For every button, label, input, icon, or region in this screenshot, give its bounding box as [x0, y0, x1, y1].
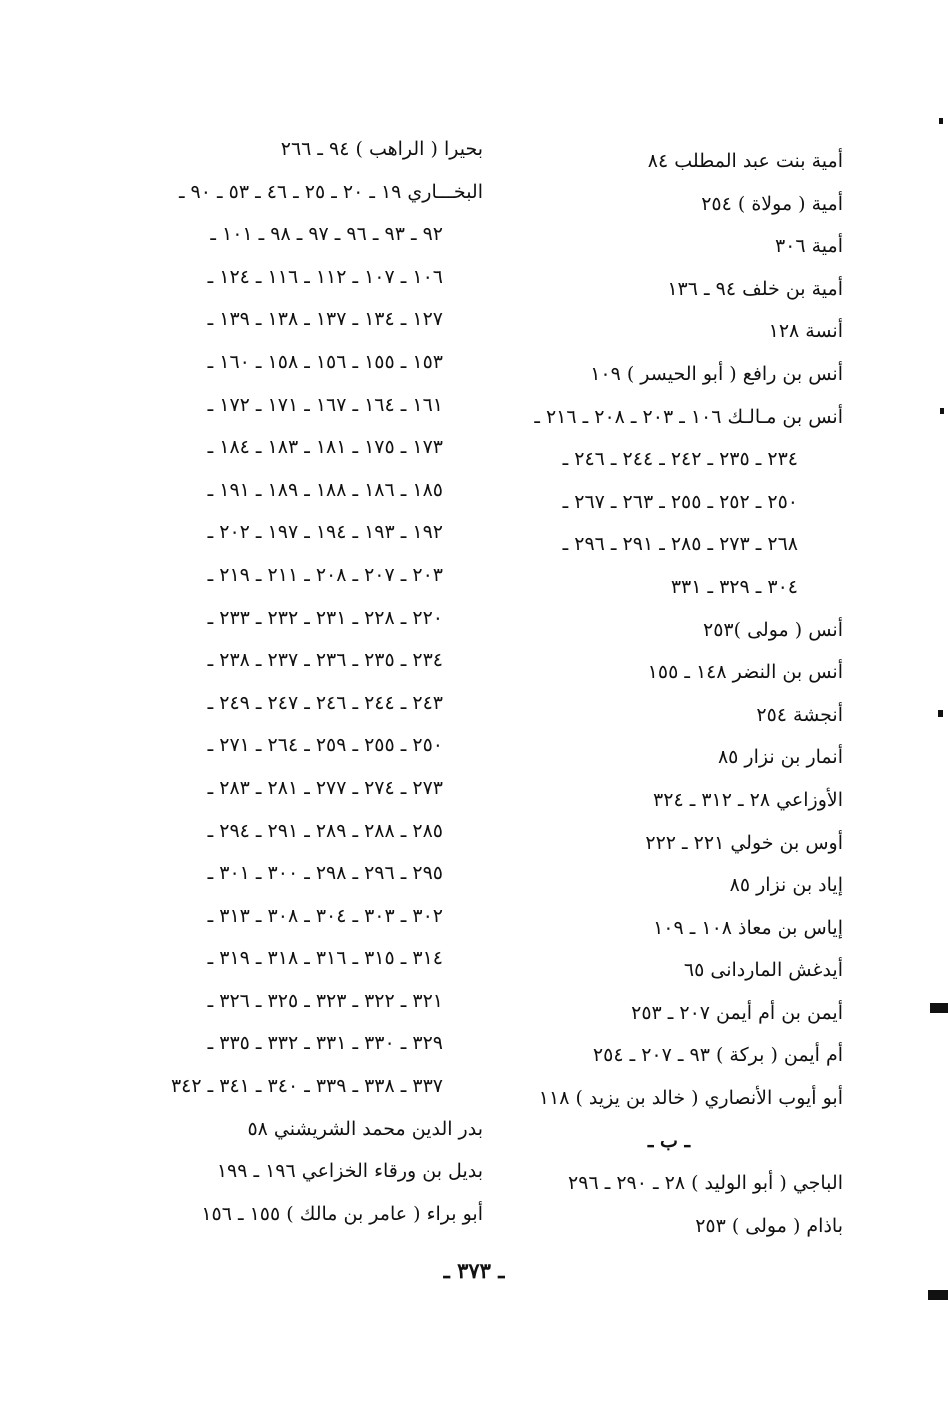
- index-entry: ١٦١ ـ ١٦٤ ـ ١٦٧ ـ ١٧١ ـ ١٧٢ ـ: [207, 393, 443, 416]
- margin-mark-2: [940, 408, 944, 414]
- index-entry: ٢٥٠ ـ ٢٥٢ ـ ٢٥٥ ـ ٢٦٣ ـ ٢٦٧ ـ: [562, 490, 798, 513]
- index-entry: ٣٢٩ ـ ٣٣٠ ـ ٣٣١ ـ ٣٣٢ ـ ٣٣٥ ـ: [207, 1032, 443, 1055]
- index-entry: أيمن بن أم أيمن ٢٠٧ ـ ٢٥٣: [631, 1001, 843, 1024]
- index-entry: ٣٠٢ ـ ٣٠٣ ـ ٣٠٤ ـ ٣٠٨ ـ ٣١٣ ـ: [207, 904, 443, 927]
- index-entry: ٢٩٥ ـ ٢٩٦ ـ ٢٩٨ ـ ٣٠٠ ـ ٣٠١ ـ: [207, 862, 443, 885]
- index-entry: ١٨٥ ـ ١٨٦ ـ ١٨٨ ـ ١٨٩ ـ ١٩١ ـ: [207, 478, 443, 501]
- index-entry: أنمار بن نزار ٨٥: [717, 746, 843, 769]
- index-entry: أنس بن مـالـك ١٠٦ ـ ٢٠٣ ـ ٢٠٨ ـ ٢١٦ ـ: [534, 405, 843, 428]
- page-number: ـ ٣٧٣ ـ: [443, 1258, 505, 1283]
- index-entry: البخـــاري ١٩ ـ ٢٠ ـ ٢٥ ـ ٤٦ ـ ٥٣ ـ ٩٠ ـ: [178, 180, 483, 203]
- index-entry: أبو أيوب الأنصاري ( خالد بن يزيد ) ١١٨: [538, 1087, 843, 1110]
- margin-mark-1: [939, 118, 943, 124]
- index-entry: أنس بن رافع ( أبو الحيسر ) ١٠٩: [590, 362, 843, 385]
- index-entry: أبو براء ( عامر بن مالك ) ١٥٥ ـ ١٥٦: [201, 1202, 483, 1225]
- index-entry: ٢٣٤ ـ ٢٣٥ ـ ٢٤٢ ـ ٢٤٤ ـ ٢٤٦ ـ: [562, 448, 798, 471]
- index-entry: ٩٢ ـ ٩٣ ـ ٩٦ ـ ٩٧ ـ ٩٨ ـ ١٠١ ـ: [210, 223, 443, 246]
- section-heading: ـ ب ـ: [647, 1129, 691, 1152]
- index-entry: إياس بن معاذ ١٠٨ ـ ١٠٩: [653, 916, 843, 939]
- margin-mark-4: [930, 1003, 948, 1013]
- index-entry: أمية ( مولاة ) ٢٥٤: [701, 192, 843, 215]
- index-entry: ١٠٦ ـ ١٠٧ ـ ١١٢ ـ ١١٦ ـ ١٢٤ ـ: [207, 265, 443, 288]
- index-entry: الباجي ( أبو الوليد ) ٢٨ ـ ٢٩٠ ـ ٢٩٦: [568, 1172, 843, 1195]
- margin-mark-3: [938, 710, 943, 717]
- index-entry: أمية بن خلف ٩٤ ـ ١٣٦: [667, 277, 843, 300]
- index-entry: أنجشة ٢٥٤: [756, 703, 843, 726]
- index-entry: ١٥٣ ـ ١٥٥ ـ ١٥٦ ـ ١٥٨ ـ ١٦٠ ـ: [207, 350, 443, 373]
- index-entry: أمية ٣٠٦: [774, 235, 843, 258]
- index-entry: أمية بنت عبد المطلب ٨٤: [647, 150, 843, 172]
- index-entry: ١٧٣ ـ ١٧٥ ـ ١٨١ ـ ١٨٣ ـ ١٨٤ ـ: [207, 436, 443, 459]
- index-entry: أيدغش الماردانى ٦٥: [683, 959, 843, 982]
- index-entry: ١٢٧ ـ ١٣٤ ـ ١٣٧ ـ ١٣٨ ـ ١٣٩ ـ: [207, 308, 443, 331]
- margin-mark-5: [928, 1290, 948, 1300]
- index-entry: ٢٣٤ ـ ٢٣٥ ـ ٢٣٦ ـ ٢٣٧ ـ ٢٣٨ ـ: [207, 649, 443, 672]
- index-entry: ٢٠٣ ـ ٢٠٧ ـ ٢٠٨ ـ ٢١١ ـ ٢١٩ ـ: [207, 563, 443, 586]
- index-entry: ٣٠٤ ـ ٣٢٩ ـ ٣٣١: [670, 575, 798, 598]
- index-entry: ٢٥٠ ـ ٢٥٥ ـ ٢٥٩ ـ ٢٦٤ ـ ٢٧١ ـ: [207, 734, 443, 757]
- index-entry: أنسة ١٢٨: [768, 320, 843, 343]
- index-entry: أوس بن خولي ٢٢١ ـ ٢٢٢: [645, 831, 843, 854]
- index-entry: أنس ( مولى )٢٥٣: [703, 618, 843, 641]
- index-column-right: [495, 140, 843, 1247]
- index-entry: بدر الدين محمد الشريشني ٥٨: [247, 1117, 483, 1140]
- index-entry: ٣٢١ ـ ٣٢٢ ـ ٣٢٣ ـ ٣٢٥ ـ ٣٢٦ ـ: [207, 989, 443, 1012]
- index-entry: ٢٦٨ ـ ٢٧٣ ـ ٢٨٥ ـ ٢٩١ ـ ٢٩٦ ـ: [562, 533, 798, 556]
- index-entry: ٢٢٠ ـ ٢٢٨ ـ ٢٣١ ـ ٢٣٢ ـ ٢٣٣ ـ: [207, 606, 443, 629]
- index-entry: باذام ( مولى ) ٢٥٣: [695, 1214, 843, 1237]
- index-entry: ٢٧٣ ـ ٢٧٤ ـ ٢٧٧ ـ ٢٨١ ـ ٢٨٣ ـ: [207, 776, 443, 799]
- index-entry: ١٩٢ ـ ١٩٣ ـ ١٩٤ ـ ١٩٧ ـ ٢٠٢ ـ: [207, 521, 443, 544]
- index-entry: بديل بن ورقاء الخزاعي ١٩٦ ـ ١٩٩: [216, 1160, 483, 1183]
- index-entry: ٣٣٧ ـ ٣٣٨ ـ ٣٣٩ ـ ٣٤٠ ـ ٣٤١ ـ ٣٤٢: [170, 1075, 443, 1098]
- index-entry: ٢٤٣ ـ ٢٤٤ ـ ٢٤٦ ـ ٢٤٧ ـ ٢٤٩ ـ: [207, 691, 443, 714]
- index-entry: ٢٨٥ ـ ٢٨٨ ـ ٢٨٩ ـ ٢٩١ ـ ٢٩٤ ـ: [207, 819, 443, 842]
- index-entry: أنس بن النضر ١٤٨ ـ ١٥٥: [647, 661, 843, 684]
- index-entry: الأوزاعي ٢٨ ـ ٣١٢ ـ ٣٢٤: [653, 788, 843, 811]
- index-entry: بحيرا ( الراهب ) ٩٤ ـ ٢٦٦: [280, 138, 483, 160]
- index-entry: أم أيمن ( بركة ) ٩٣ ـ ٢٠٧ ـ ٢٥٤: [592, 1044, 843, 1067]
- index-column-left: [125, 128, 483, 1235]
- index-entry: ٣١٤ ـ ٣١٥ ـ ٣١٦ ـ ٣١٨ ـ ٣١٩ ـ: [207, 947, 443, 970]
- index-entry: إياد بن نزار ٨٥: [729, 874, 843, 897]
